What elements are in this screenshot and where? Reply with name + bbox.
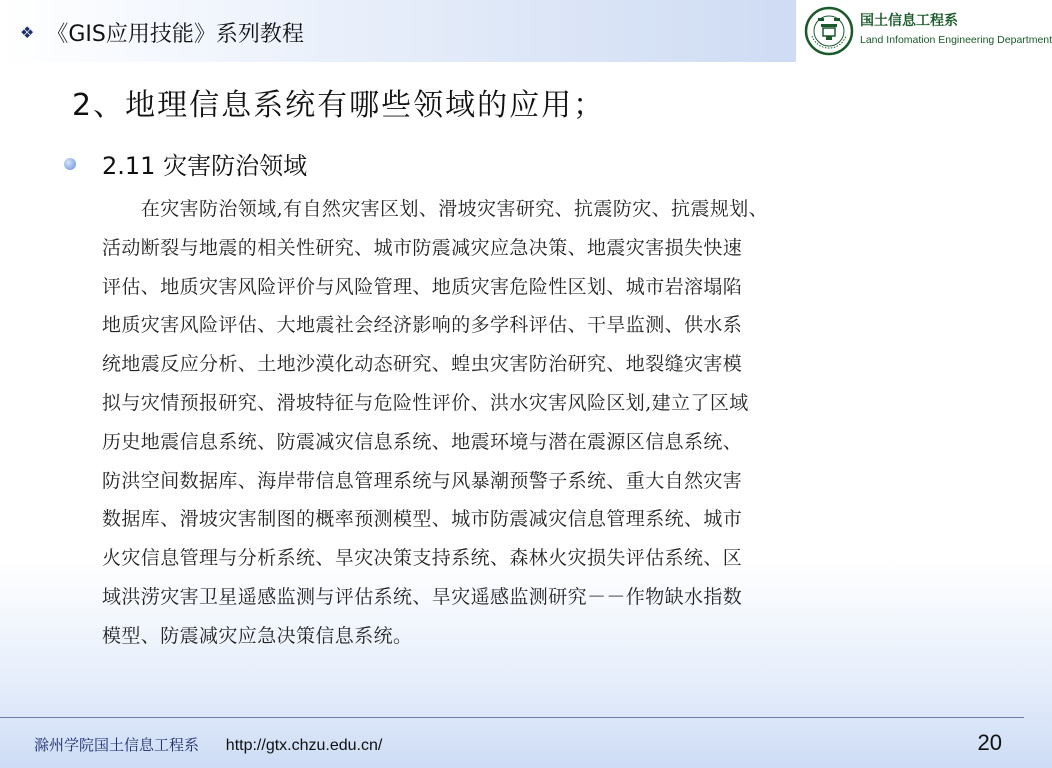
footer-url-link[interactable]: http://gtx.chzu.edu.cn/ (225, 737, 383, 754)
body-line: 防洪空间数据库、海岸带信息管理系统与风暴潮预警子系统、重大自然灾害 (102, 469, 743, 492)
section-heading: 2.11 灾害防治领域 (102, 152, 308, 180)
body-line: 在灾害防治领域,有自然灾害区划、滑坡灾害研究、抗震防灾、抗震规划、 (102, 198, 769, 220)
body-line: 域洪涝灾害卫星遥感监测与评估系统、旱灾遥感监测研究－－作物缺水指数 (102, 585, 743, 608)
header-bar (0, 0, 1052, 62)
slide-subtitle: 2、地理信息系统有哪些领域的应用； (72, 88, 606, 123)
footer-info (34, 734, 382, 755)
body-line: 评估、地质灾害风险评价与风险管理、地质灾害危险性区划、城市岩溶塌陷 (102, 275, 743, 298)
diamond-bullet-icon: ❖ (20, 22, 35, 42)
university-seal-icon (804, 6, 854, 56)
footer-divider (0, 717, 1024, 718)
header-title (20, 18, 304, 46)
body-line: 模型、防震减灾应急决策信息系统。 (102, 624, 413, 647)
body-line: 拟与灾情预报研究、滑坡特征与危险性评价、洪水灾害风险区划,建立了区域 (102, 391, 749, 414)
department-name-en: Land Infomation Engineering Department (860, 34, 1052, 46)
body-line: 地质灾害风险评估、大地震社会经济影响的多学科评估、干旱监测、供水系 (102, 314, 743, 337)
body-line: 数据库、滑坡灾害制图的概率预测模型、城市防震减灾信息管理系统、城市 (102, 508, 743, 531)
footer-institution: 滁州学院国土信息工程系 (34, 736, 200, 754)
body-line: 活动断裂与地震的相关性研究、城市防震减灾应急决策、地震灾害损失快速 (102, 236, 743, 259)
section-bullet-row (64, 146, 307, 181)
department-logo (796, 0, 1052, 62)
round-bullet-icon (64, 158, 76, 170)
body-line: 统地震反应分析、土地沙漠化动态研究、蝗虫灾害防治研究、地裂缝灾害模 (102, 353, 743, 376)
body-line: 火灾信息管理与分析系统、旱灾决策支持系统、森林火灾损失评估系统、区 (102, 547, 743, 570)
department-name-cn: 国土信息工程系 (860, 13, 958, 29)
body-line: 历史地震信息系统、防震减灾信息系统、地震环境与潜在震源区信息系统、 (102, 430, 743, 453)
page-number: 20 (977, 730, 1002, 755)
header-title-text: 《GIS应用技能》系列教程 (46, 21, 304, 47)
body-paragraph (102, 190, 982, 656)
